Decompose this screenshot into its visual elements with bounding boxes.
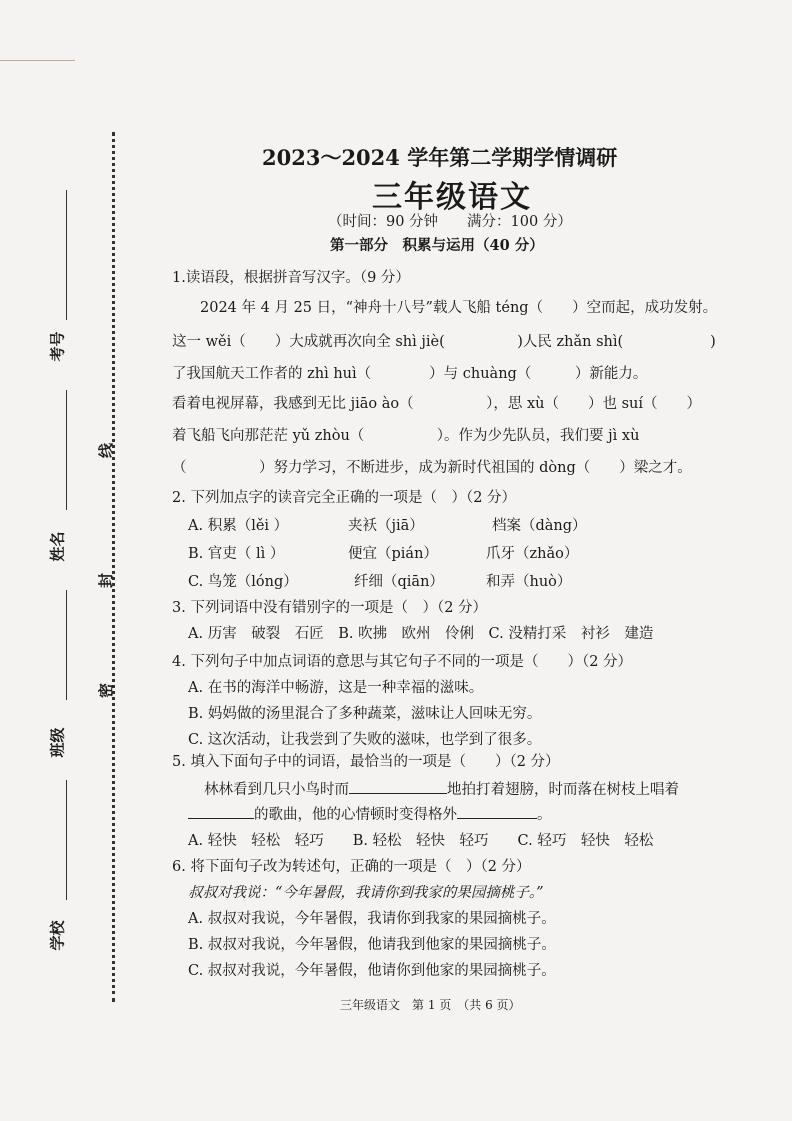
q4-option-a: A. 在书的海洋中畅游，这是一种幸福的滋味。 xyxy=(188,680,484,696)
name-label: 姓名 xyxy=(48,531,67,562)
page-footer: 三年级语文 第 1 页 （共 6 页） xyxy=(340,998,521,1012)
q2-option-a1: A. 积累（lěi ） xyxy=(188,518,289,534)
class-label: 班级 xyxy=(48,727,67,758)
q5-text-3: 的歌曲，他的心情顿时变得格外 xyxy=(254,807,457,823)
seal-line-mark: 线 xyxy=(97,442,116,459)
exam-no-blank xyxy=(66,190,67,320)
q5-text-2: 地拍打着翅膀，时而落在树枝上唱着 xyxy=(447,782,679,798)
q3-options: A. 历害 破裂 石匠 B. 吹拂 欧州 伶俐 C. 没精打采 衬衫 建造 xyxy=(188,626,654,642)
q2-option-b1: B. 官吏（ lì ） xyxy=(188,546,285,562)
q1-stem: 1.读语段，根据拼音写汉字。（9 分） xyxy=(172,270,410,286)
q2-option-a3: 档案（dàng） xyxy=(492,518,587,534)
q5-text-1: 林林看到几只小鸟时而 xyxy=(204,782,349,798)
q2-option-b2: 便宜（pián） xyxy=(348,546,438,562)
q5-sentence-line-2 xyxy=(188,804,552,825)
seal-seal-mark: 封 xyxy=(97,572,116,589)
q1-line-2: 这一 wěi（ ）大成就再次向全 shì jiè( )人民 zhǎn shì( ) xyxy=(172,334,716,350)
part-heading: 第一部分 积累与运用（40 分） xyxy=(330,237,544,254)
scan-artifact-line xyxy=(0,60,75,61)
exam-no-label: 考号 xyxy=(48,331,67,362)
q6-quote: 叔叔对我说：“今年暑假，我请你到我家的果园摘桃子。” xyxy=(188,885,544,901)
q5-sentence-line-1 xyxy=(204,779,679,800)
subject-title: 三年级语文 xyxy=(372,180,532,215)
q2-option-a2: 夹袄（jiā） xyxy=(348,518,424,534)
q1-line-3: 了我国航天工作者的 zhì huì（ ）与 chuàng（ ）新能力。 xyxy=(172,366,648,382)
q1-line-4: 看着电视屏幕，我感到无比 jiāo ào（ ），思 xù（ ）也 suí（ ） xyxy=(172,396,701,412)
q4-option-c: C. 这次活动，让我尝到了失败的滋味，也学到了很多。 xyxy=(188,732,542,748)
q4-stem: 4. 下列句子中加点词语的意思与其它句子不同的一项是（ ）（2 分） xyxy=(172,654,633,670)
q5-text-4: 。 xyxy=(537,807,552,823)
q6-stem: 6. 将下面句子改为转述句，正确的一项是（ ）（2 分） xyxy=(172,859,531,875)
exam-title: 2023～2024 学年第二学期学情调研 xyxy=(262,145,618,170)
q2-stem: 2. 下列加点字的读音完全正确的一项是（ ）（2 分） xyxy=(172,490,517,506)
school-blank xyxy=(66,780,67,900)
q5-blank-3 xyxy=(457,804,537,819)
q2-option-c1: C. 鸟笼（lóng） xyxy=(188,574,298,590)
q6-option-b: B. 叔叔对我说，今年暑假，他请我到他家的果园摘桃子。 xyxy=(188,937,556,953)
q1-line-1: 2024 年 4 月 25 日，“神舟十八号”载人飞船 téng（ ）空而起，成功发射。 xyxy=(200,300,718,316)
q6-option-a: A. 叔叔对我说，今年暑假，我请你到我家的果园摘桃子。 xyxy=(188,911,556,927)
q1-line-6: （ ）努力学习，不断进步，成为新时代祖国的 dòng（ ）梁之才。 xyxy=(172,460,692,476)
q4-option-b: B. 妈妈做的汤里混合了多种蔬菜，滋味让人回味无穷。 xyxy=(188,706,542,722)
q5-stem: 5. 填入下面句子中的词语，最恰当的一项是（ ）（2 分） xyxy=(172,754,560,770)
q5-blank-2 xyxy=(188,804,254,819)
q2-option-b3: 爪牙（zhǎo） xyxy=(486,546,579,562)
name-blank xyxy=(66,390,67,510)
q5-blank-1 xyxy=(349,779,447,794)
q5-options: A. 轻快 轻松 轻巧 B. 轻松 轻快 轻巧 C. 轻巧 轻快 轻松 xyxy=(188,833,654,849)
q6-option-c: C. 叔叔对我说，今年暑假，他请你到他家的果园摘桃子。 xyxy=(188,963,556,979)
class-blank xyxy=(66,590,67,700)
q2-option-c2: 纤细（qiān） xyxy=(354,574,444,590)
seal-dense-mark: 密 xyxy=(97,682,116,699)
binding-dotted-line xyxy=(112,132,115,1002)
school-label: 学校 xyxy=(48,920,67,951)
q1-line-5: 着飞船飞向那茫茫 yǔ zhòu（ ）。作为少先队员，我们要 jì xù xyxy=(172,428,640,444)
time-score-info: （时间：90 分钟 满分：100 分） xyxy=(328,214,572,230)
q2-option-c3: 和弄（huò） xyxy=(486,574,572,590)
q3-stem: 3. 下列词语中没有错别字的一项是（ ）（2 分） xyxy=(172,600,488,616)
